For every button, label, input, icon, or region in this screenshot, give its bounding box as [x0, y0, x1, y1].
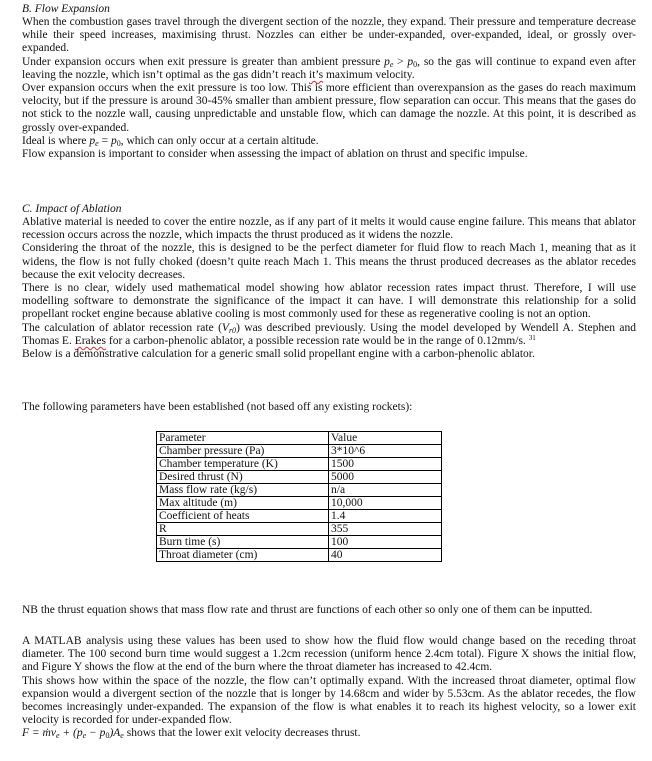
table-row — [157, 549, 442, 562]
table-row — [157, 497, 442, 510]
table-cell: Throat diameter (cm) — [157, 549, 329, 562]
spellcheck-underline: it’s — [309, 68, 324, 81]
table-row — [157, 510, 442, 523]
params-intro: The following parameters have been established (not based off any existing rockets): — [22, 401, 413, 413]
section-heading-flow-expansion: B. Flow Expansion — [22, 3, 110, 15]
table-header-cell: Value — [329, 432, 442, 445]
table-header-row — [157, 432, 442, 445]
table-cell: Desired thrust (N) — [157, 471, 329, 484]
paragraph: Under expansion occurs when exit pressure is greater than ambient pressure $p_e > p_0$, so the gas will continue to expand even after leaving the nozzle, which isn’t optimal as the gas didn’t reach it’s maximum velocity. — [22, 55, 636, 81]
table-cell: Chamber pressure (Pa) — [157, 445, 329, 458]
analysis-body — [22, 635, 636, 741]
paragraph: Ablative material is needed to cover the entire nozzle, as if any part of it melts it would cause engine failure. This means that ablator recession occurs across the nozzle, which impacts the thrust produced as it widens the nozzle. — [22, 216, 636, 242]
table-cell: 1500 — [329, 458, 442, 471]
paragraph: When the combustion gases travel through the divergent section of the nozzle, they expand. Their pressure and temperature decrease while their speed increases, maximising thrust. Nozzles can either be under-expanded, over-expanded, ideal, or grossly over-expanded. — [22, 16, 636, 55]
flow-expansion-body — [22, 16, 636, 161]
table-cell: Max altitude (m) — [157, 497, 329, 510]
parameters-table — [156, 431, 442, 562]
spellcheck-underline: Erakes — [74, 334, 106, 347]
table-row — [157, 458, 442, 471]
paragraph: A MATLAB analysis using these values has been used to show how the fluid flow would change based on the receding throat diameter. The 100 second burn time would suggest a 1.2cm recession (uniform hence 2.4cm total). Figure X shows the initial flow, and Figure Y shows the flow at the end of the burn where the throat diameter has increased to 42.4cm. — [22, 635, 636, 674]
table-cell: Burn time (s) — [157, 536, 329, 549]
paragraph: Ideal is where $p_e = p_0$, which can only occur at a certain altitude. — [22, 134, 319, 148]
paragraph: The calculation of ablator recession rate $(V_{r0})$ was described previously. Using the model developed by Wendell A. Stephen and Thomas E. Erakes for a carbon-phenolic ablator, a possible recession rate would be in the range of 0.12mm/s. $^{31}$ — [22, 321, 636, 347]
table-cell: n/a — [329, 484, 442, 497]
table-cell: 40 — [329, 549, 442, 562]
paragraph: Considering the throat of the nozzle, this is designed to be the perfect diameter for fluid flow to reach Mach 1, meaning that as it widens, the flow is not fully choked (doesn’t quite reach Mach 1. This means the thrust produced decreases as the ablator recedes because the exit velocity decreases. — [22, 242, 636, 281]
table-cell: Mass flow rate (kg/s) — [157, 484, 329, 497]
table-cell: 1.4 — [329, 510, 442, 523]
thrust-equation-line: F = ṁv$_e$ + $(p_e - p_0)A_e$ shows that the lower exit velocity decreases thrust. — [22, 727, 361, 741]
table-row — [157, 536, 442, 549]
table-cell: 5000 — [329, 471, 442, 484]
paragraph: Flow expansion is important to consider when assessing the impact of ablation on thrust and specific impulse. — [22, 148, 528, 161]
table-row — [157, 445, 442, 458]
paragraph: This shows how within the space of the nozzle, the flow can’t optimally expand. With the increased throat diameter, optimal flow expansion would a divergent section of the nozzle that is longer by 14.68cm and wider by 5.53cm. As the ablator recedes, the flow becomes increasingly under-expanded. The expansion of the flow is what enables it to reach its highest velocity, so a lower exit velocity is recorded for under-expanded flow. — [22, 674, 636, 727]
table-row — [157, 471, 442, 484]
impact-of-ablation-body — [22, 216, 636, 361]
table-row — [157, 523, 442, 536]
table-cell: 355 — [329, 523, 442, 536]
table-cell: R — [157, 523, 329, 536]
paragraph: Below is a demonstrative calculation for a generic small solid propellant engine with a carbon-phenolic ablator. — [22, 348, 535, 361]
paragraph: Over expansion occurs when the exit pressure is too low. This is more efficient than overexpansion as the gases do reach maximum velocity, but if the pressure is around 30-45% smaller than ambient pressure, flow separation can occur. This means that the gases do not stick to the nozzle wall, causing unpredictable and unstable flow, which can damage the nozzle. At this point, it is described as grossly over-expanded. — [22, 82, 636, 134]
table-cell: 100 — [329, 536, 442, 549]
paragraph: There is no clear, widely used mathematical model showing how ablator recession rates impact thrust. Therefore, I will use modelling software to demonstrate the significance of the impact it can have. I will demonstrate this relationship for a solid propellant rocket engine because ablative cooling is most commonly used for these as regenerative cooling is not an option. — [22, 282, 636, 321]
table-cell: 3*10^6 — [329, 445, 442, 458]
table-cell: Coefficient of heats — [157, 510, 329, 523]
table-cell: 10,000 — [329, 497, 442, 510]
table-cell: Chamber temperature (K) — [157, 458, 329, 471]
table-row — [157, 484, 442, 497]
nb-note: NB the thrust equation shows that mass flow rate and thrust are functions of each other so only one of them can be inputted. — [22, 604, 593, 616]
table-header-cell: Parameter — [157, 432, 329, 445]
reference-number: 31 — [528, 333, 536, 342]
section-heading-impact-of-ablation: C. Impact of Ablation — [22, 203, 122, 215]
